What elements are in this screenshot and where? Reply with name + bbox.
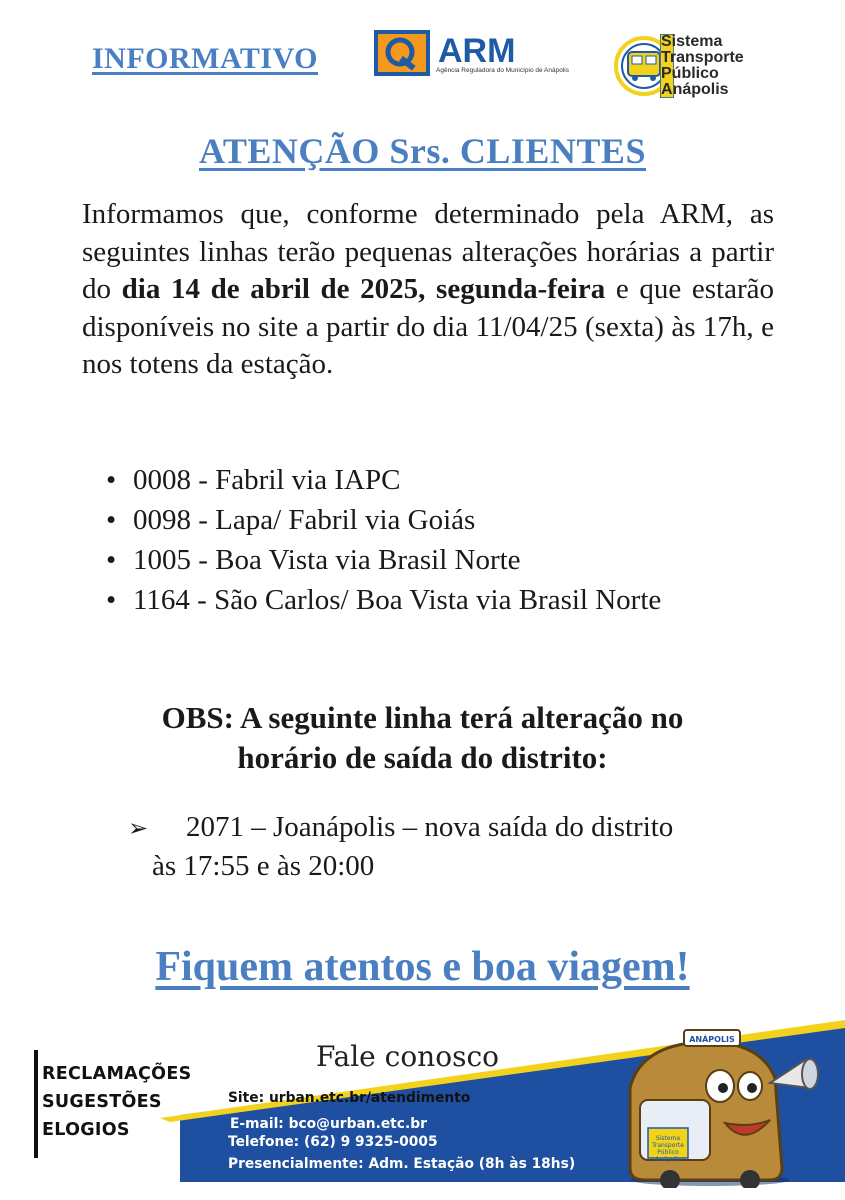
arm-logo-text: ARM [438,32,516,70]
footer-divider [34,1050,38,1158]
obs-note [0,698,845,778]
bus-mascot-icon [610,1028,835,1188]
intro-paragraph [82,196,774,384]
footer-category-compliments: ELOGIOS [42,1120,130,1140]
contact-phone[interactable]: Telefone: (62) 9 9325-0005 [228,1134,438,1150]
schedule-change-item [128,808,673,885]
list-item: • 0098 - Lapa/ Fabril via Goiás [103,500,661,540]
mascot-logo-line-1: Sistema [655,1135,681,1142]
intro-text-1: Informamos que, conforme determinado pela ARM, as seguintes linhas terão pequenas alterações horárias a partir do [82,198,774,305]
arm-logo [374,30,569,80]
mascot-logo-line-2: Transporte [652,1142,684,1149]
mascot-logo-line-3: Público [657,1149,679,1156]
arm-logo-subtitle: Agência Reguladora do Município de Anápolis [436,67,569,74]
contact-in-person: Presencialmente: Adm. Estação (8h às 18hs) [228,1156,576,1172]
obs-line-1: OBS: A seguinte linha terá alteração no [161,700,684,735]
stp-line-1: Sistema [661,33,723,50]
stp-line-3: Público [661,65,719,82]
list-item: • 1164 - São Carlos/ Boa Vista via Brasil Norte [103,580,661,620]
obs-line-2: horário de saída do distrito: [237,740,608,775]
informativo-label: INFORMATIVO [92,42,319,75]
mascot-sign: ANÁPOLIS [689,1035,735,1044]
intro-text-2: e que estarão disponíveis no site a partir do dia 11/04/25 (sexta) às 17h, e nos totens da estação. [82,273,775,380]
change-line-2: às 17:55 e às 20:00 [152,850,375,882]
footer-category-suggestions: SUGESTÕES [42,1092,162,1112]
stp-line-2: Transporte [661,49,744,66]
mascot-logo-line-4: Anápolis [655,1156,681,1163]
farewell-message: Fiquem atentos e boa viagem! [155,944,690,990]
arrow-bullet-icon: ➢ [128,814,149,842]
affected-lines-list [103,460,661,620]
contact-email[interactable]: E-mail: bco@urban.etc.br [230,1116,427,1132]
list-item: • 0008 - Fabril via IAPC [103,460,661,500]
intro-date: dia 14 de abril de 2025, segunda-feira [121,273,606,305]
contact-site[interactable]: Site: urban.etc.br/atendimento [228,1090,471,1106]
change-line-1: 2071 – Joanápolis – nova saída do distrito [186,811,674,843]
contact-heading: Fale conosco [316,1040,499,1073]
list-item: • 1005 - Boa Vista via Brasil Norte [103,540,661,580]
footer-category-complaints: RECLAMAÇÕES [42,1064,192,1084]
page-title: ATENÇÃO Srs. CLIENTES [199,131,646,171]
stp-logo [614,34,789,98]
stp-line-4: Anápolis [661,81,729,98]
